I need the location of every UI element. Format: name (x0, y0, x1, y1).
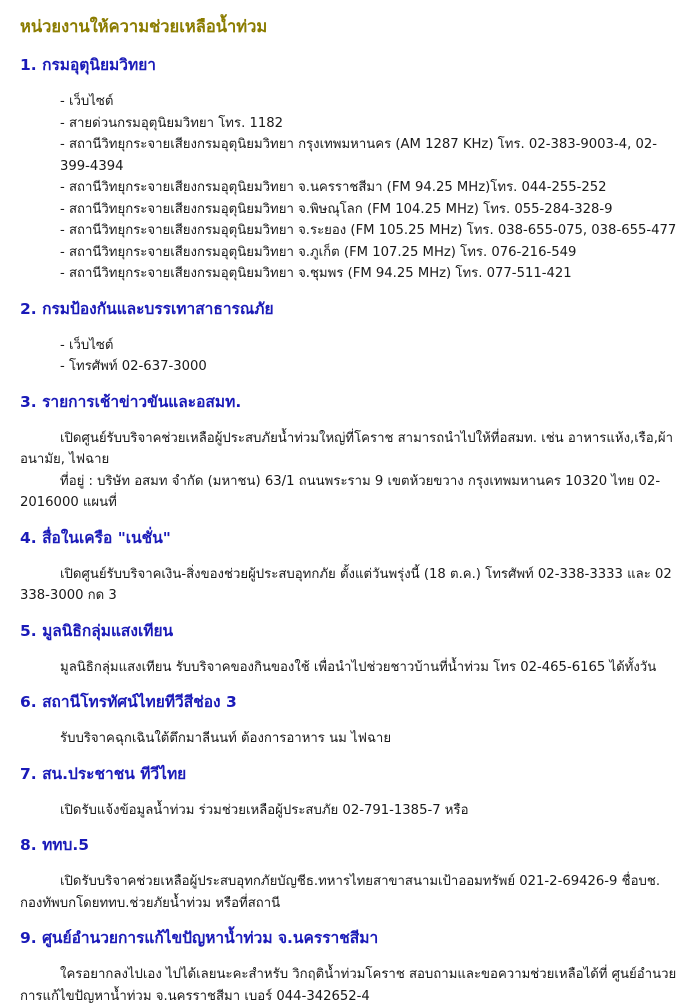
section-body (20, 871, 686, 914)
section-3 (20, 389, 686, 514)
section-body (20, 428, 686, 514)
paragraph: เปิดศูนย์รับบริจาคเงิน-สิ่งของช่วยผู้ประสบอุทกภัย ตั้งแต่วันพรุ่งนี้ (18 ต.ค.) โทรศัพท์ 02-338-3333 และ 02 338-3000 กด 3 (20, 566, 672, 603)
list-item-text: - สถานีวิทยุกระจายเสียงกรมอุตุนิยมวิทยา กรุงเทพมหานคร (AM 1287 KHz) โทร. 02-383-9003-4, 02-399-4394 (60, 137, 658, 174)
section-1 (20, 52, 686, 285)
section-title: 3. รายการเช้าข่าวขันและอสมท. (20, 392, 242, 411)
paragraph: มูลนิธิกลุ่มแสงเทียน รับบริจาคของกินของใช้ เพื่อนำไปช่วยชาวบ้านที่น้ำท่วม โทร 02-465-6165 ได้ทั้งวัน (60, 659, 657, 675)
section-body (20, 728, 686, 750)
section-title: 8. ททบ.5 (20, 836, 90, 854)
section-7 (20, 761, 686, 822)
section-body (20, 657, 686, 679)
section-body (20, 335, 686, 378)
section-body (20, 91, 686, 285)
website-link[interactable]: - เว็บไซต์ (60, 337, 114, 353)
section-body (20, 800, 686, 822)
section-4 (20, 525, 686, 607)
paragraph: ใครอยากลงไปเอง ไปได้เลยนะคะสำหรับ วิกฤติน้ำท่วมโคราช สอบถามและขอความช่วยเหลือได้ที่ ศูนย์อำนวยการแก้ไขปัญหาน้ำท่วม จ.นครราชสีมา เบอร์ 044-342652-4 (20, 967, 677, 1004)
list-item: - โทรศัพท์ 02-637-3000 (60, 359, 207, 374)
section-6 (20, 689, 686, 750)
list-item: - สถานีวิทยุกระจายเสียงกรมอุตุนิยมวิทยา จ.ระยอง (FM 105.25 MHz) โทร. 038-655-075, 038-655-477 (60, 223, 677, 238)
list-item (20, 134, 686, 177)
address-paragraph: ที่อยู่ : บริษัท อสมท จำกัด (มหาชน) 63/1 ถนนพระราม 9 เขตห้วยขวาง กรุงเทพมหานคร 10320 ไทย 02-2016000 แผนที่ (20, 473, 661, 510)
list-item: - สถานีวิทยุกระจายเสียงกรมอุตุนิยมวิทยา จ.นครราชสีมา (FM 94.25 MHz)โทร. 044-255-252 (60, 180, 607, 195)
paragraph: รับบริจาคฉุกเฉินใต้ตึกมาลีนนท์ ต้องการอาหาร นม ไฟฉาย (60, 731, 392, 746)
section-body (20, 964, 686, 1007)
list-item: - สถานีวิทยุกระจายเสียงกรมอุตุนิยมวิทยา จ.ภูเก็ต (FM 107.25 MHz) โทร. 076-216-549 (60, 244, 577, 260)
section-8 (20, 832, 686, 914)
list-item: - สายด่วนกรมอุตุนิยมวิทยา โทร. 1182 (60, 115, 284, 131)
section-body (20, 564, 686, 607)
section-9 (20, 925, 686, 1007)
section-title: 6. สถานีโทรทัศน์ไทยทีวีสีช่อง 3 (20, 693, 237, 711)
section-2 (20, 296, 686, 378)
website-link[interactable]: - เว็บไซต์ (60, 94, 114, 109)
section-5 (20, 618, 686, 679)
section-title: 1. กรมอุตุนิยมวิทยา (20, 56, 156, 74)
section-title: 4. สื่อในเครือ "เนชั่น" (20, 528, 171, 547)
paragraph: เปิดศูนย์รับบริจาคช่วยเหลือผู้ประสบภัยน้ำท่วมใหญ่ที่โคราช สามารถนำไปให้ที่อสมท. เช่น อาหารแห้ง,เรือ,ผ้าอนามัย, ไฟฉาย (20, 430, 674, 467)
section-title: 2. กรมป้องกันและบรรเทาสาธารณภัย (20, 299, 274, 318)
paragraph: เปิดรับแจ้งข้อมูลน้ำท่วม ร่วมช่วยเหลือผู้ประสบภัย 02-791-1385-7 หรือ (60, 802, 469, 818)
list-item: - สถานีวิทยุกระจายเสียงกรมอุตุนิยมวิทยา จ.ชุมพร (FM 94.25 MHz) โทร. 077-511-421 (60, 266, 572, 281)
section-title: 7. สน.ประชาชน ทีวีไทย (20, 764, 187, 783)
section-title: 5. มูลนิธิกลุ่มแสงเทียน (20, 621, 174, 640)
page-title: หน่วยงานให้ความช่วยเหลือน้ำท่วม (20, 17, 268, 36)
paragraph: เปิดรับบริจาคช่วยเหลือผู้ประสบอุทกภัยบัญชีธ.ทหารไทยสาขาสนามเป้าออมทรัพย์ 021-2-69426-9 ชื่อบช. กองทัพบกโดยททบ.ช่วยภัยน้ำท่วม หรือที่สถานี (20, 874, 661, 911)
section-title: 9. ศูนย์อำนวยการแก้ไขปัญหาน้ำท่วม จ.นครราชสีมา (20, 929, 379, 947)
list-item: - สถานีวิทยุกระจายเสียงกรมอุตุนิยมวิทยา จ.พิษณุโลก (FM 104.25 MHz) โทร. 055-284-328-9 (60, 201, 613, 217)
